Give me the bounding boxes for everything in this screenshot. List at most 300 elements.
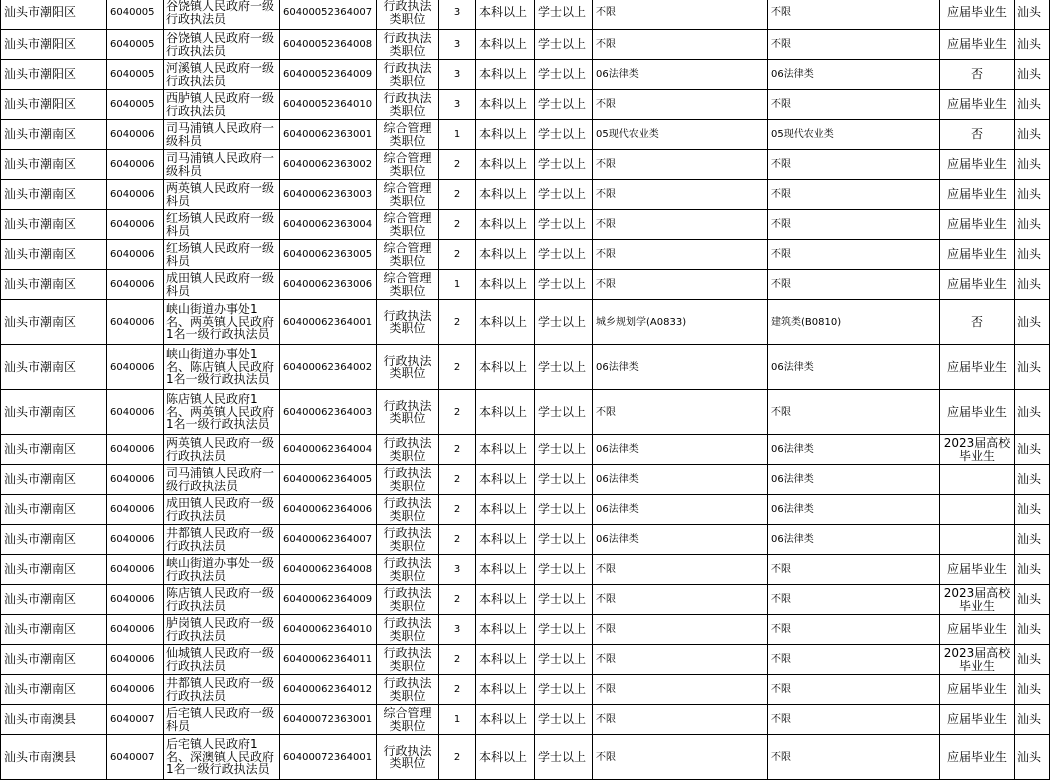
cell-area: 汕头市潮南区 <box>1 465 107 495</box>
cell-position-name: 后宅镇人民政府1名、深澳镇人民政府1名一级行政执法员 <box>164 735 280 780</box>
cell-requirement: 应届毕业生 <box>940 735 1015 780</box>
cell-position-type: 综合管理类职位 <box>377 210 439 240</box>
table-row <box>1 675 1050 705</box>
cell-grad-major: 不限 <box>768 615 940 645</box>
cell-city: 汕头 <box>1015 30 1050 60</box>
cell-degree: 学士以上 <box>535 270 593 300</box>
cell-grad-major: 不限 <box>768 240 940 270</box>
cell-position-code: 60400052364010 <box>280 90 377 120</box>
cell-city: 汕头 <box>1015 210 1050 240</box>
cell-headcount: 2 <box>439 210 476 240</box>
cell-city: 汕头 <box>1015 495 1050 525</box>
cell-position-type: 行政执法类职位 <box>377 30 439 60</box>
cell-grad-major: 不限 <box>768 705 940 735</box>
cell-position-name: 成田镇人民政府一级行政执法员 <box>164 495 280 525</box>
cell-headcount: 3 <box>439 30 476 60</box>
cell-degree: 学士以上 <box>535 435 593 465</box>
cell-area: 汕头市潮南区 <box>1 390 107 435</box>
cell-unit-code: 6040006 <box>107 585 164 615</box>
cell-position-code: 60400062363005 <box>280 240 377 270</box>
table-row <box>1 435 1050 465</box>
cell-city: 汕头 <box>1015 120 1050 150</box>
cell-city: 汕头 <box>1015 525 1050 555</box>
cell-area: 汕头市潮南区 <box>1 150 107 180</box>
cell-position-code: 60400062364007 <box>280 525 377 555</box>
cell-position-name: 司马浦镇人民政府一级科员 <box>164 120 280 150</box>
cell-education: 本科以上 <box>476 645 535 675</box>
cell-degree: 学士以上 <box>535 675 593 705</box>
cell-grad-major: 不限 <box>768 675 940 705</box>
cell-requirement: 否 <box>940 300 1015 345</box>
cell-education: 本科以上 <box>476 615 535 645</box>
cell-unit-code: 6040006 <box>107 555 164 585</box>
cell-area: 汕头市潮阳区 <box>1 0 107 30</box>
cell-position-name: 井都镇人民政府一级行政执法员 <box>164 675 280 705</box>
cell-city: 汕头 <box>1015 300 1050 345</box>
cell-degree: 学士以上 <box>535 30 593 60</box>
cell-undergrad-major: 06法律类 <box>593 525 768 555</box>
cell-degree: 学士以上 <box>535 60 593 90</box>
cell-education: 本科以上 <box>476 240 535 270</box>
table-row <box>1 150 1050 180</box>
cell-area: 汕头市潮南区 <box>1 435 107 465</box>
table-row <box>1 270 1050 300</box>
cell-grad-major: 05现代农业类 <box>768 120 940 150</box>
cell-requirement: 应届毕业生 <box>940 675 1015 705</box>
cell-position-code: 60400062364001 <box>280 300 377 345</box>
cell-requirement: 2023届高校毕业生 <box>940 645 1015 675</box>
cell-headcount: 3 <box>439 60 476 90</box>
cell-headcount: 2 <box>439 345 476 390</box>
cell-education: 本科以上 <box>476 120 535 150</box>
cell-city: 汕头 <box>1015 645 1050 675</box>
cell-undergrad-major: 不限 <box>593 30 768 60</box>
cell-grad-major: 06法律类 <box>768 525 940 555</box>
cell-position-code: 60400062364005 <box>280 465 377 495</box>
cell-education: 本科以上 <box>476 525 535 555</box>
cell-degree: 学士以上 <box>535 555 593 585</box>
cell-degree: 学士以上 <box>535 465 593 495</box>
cell-position-type: 综合管理类职位 <box>377 240 439 270</box>
cell-grad-major: 不限 <box>768 90 940 120</box>
cell-unit-code: 6040006 <box>107 525 164 555</box>
cell-headcount: 3 <box>439 0 476 30</box>
cell-area: 汕头市潮南区 <box>1 270 107 300</box>
cell-requirement: 应届毕业生 <box>940 615 1015 645</box>
table-row <box>1 120 1050 150</box>
cell-position-name: 西胪镇人民政府一级行政执法员 <box>164 90 280 120</box>
cell-city: 汕头 <box>1015 465 1050 495</box>
cell-position-name: 陈店镇人民政府一级行政执法员 <box>164 585 280 615</box>
cell-position-type: 综合管理类职位 <box>377 180 439 210</box>
cell-position-name: 谷饶镇人民政府一级行政执法员 <box>164 30 280 60</box>
cell-unit-code: 6040006 <box>107 345 164 390</box>
table-row <box>1 0 1050 30</box>
cell-education: 本科以上 <box>476 675 535 705</box>
cell-city: 汕头 <box>1015 435 1050 465</box>
cell-position-name: 峡山街道办事处1名、两英镇人民政府1名一级行政执法员 <box>164 300 280 345</box>
cell-position-name: 胪岗镇人民政府一级行政执法员 <box>164 615 280 645</box>
cell-degree: 学士以上 <box>535 525 593 555</box>
cell-degree: 学士以上 <box>535 705 593 735</box>
cell-position-name: 井都镇人民政府一级行政执法员 <box>164 525 280 555</box>
cell-requirement <box>940 495 1015 525</box>
cell-position-type: 综合管理类职位 <box>377 705 439 735</box>
cell-unit-code: 6040007 <box>107 735 164 780</box>
cell-grad-major: 不限 <box>768 390 940 435</box>
cell-education: 本科以上 <box>476 585 535 615</box>
cell-grad-major: 06法律类 <box>768 465 940 495</box>
cell-unit-code: 6040006 <box>107 300 164 345</box>
cell-position-code: 60400062363006 <box>280 270 377 300</box>
cell-grad-major: 不限 <box>768 735 940 780</box>
cell-headcount: 1 <box>439 705 476 735</box>
table-row <box>1 300 1050 345</box>
cell-position-code: 60400062364011 <box>280 645 377 675</box>
cell-city: 汕头 <box>1015 90 1050 120</box>
cell-undergrad-major: 06法律类 <box>593 60 768 90</box>
table-row <box>1 90 1050 120</box>
cell-undergrad-major: 不限 <box>593 390 768 435</box>
cell-position-type: 行政执法类职位 <box>377 465 439 495</box>
cell-undergrad-major: 不限 <box>593 150 768 180</box>
cell-undergrad-major: 不限 <box>593 615 768 645</box>
cell-city: 汕头 <box>1015 180 1050 210</box>
cell-area: 汕头市潮南区 <box>1 120 107 150</box>
cell-position-code: 60400062364006 <box>280 495 377 525</box>
cell-grad-major: 06法律类 <box>768 495 940 525</box>
cell-city: 汕头 <box>1015 675 1050 705</box>
cell-education: 本科以上 <box>476 180 535 210</box>
cell-grad-major: 06法律类 <box>768 435 940 465</box>
cell-requirement: 应届毕业生 <box>940 345 1015 390</box>
cell-position-name: 成田镇人民政府一级科员 <box>164 270 280 300</box>
cell-unit-code: 6040006 <box>107 675 164 705</box>
cell-position-type: 综合管理类职位 <box>377 270 439 300</box>
cell-requirement: 应届毕业生 <box>940 705 1015 735</box>
cell-education: 本科以上 <box>476 555 535 585</box>
cell-education: 本科以上 <box>476 60 535 90</box>
cell-unit-code: 6040005 <box>107 60 164 90</box>
cell-undergrad-major: 不限 <box>593 210 768 240</box>
cell-position-type: 行政执法类职位 <box>377 0 439 30</box>
cell-position-name: 峡山街道办事处一级行政执法员 <box>164 555 280 585</box>
cell-education: 本科以上 <box>476 30 535 60</box>
cell-education: 本科以上 <box>476 735 535 780</box>
cell-position-type: 行政执法类职位 <box>377 645 439 675</box>
cell-grad-major: 不限 <box>768 585 940 615</box>
cell-position-type: 行政执法类职位 <box>377 60 439 90</box>
cell-city: 汕头 <box>1015 585 1050 615</box>
cell-position-code: 60400062363004 <box>280 210 377 240</box>
cell-unit-code: 6040006 <box>107 120 164 150</box>
cell-city: 汕头 <box>1015 150 1050 180</box>
cell-unit-code: 6040006 <box>107 435 164 465</box>
table-row <box>1 210 1050 240</box>
cell-position-name: 司马浦镇人民政府一级行政执法员 <box>164 465 280 495</box>
cell-area: 汕头市潮南区 <box>1 615 107 645</box>
cell-position-type: 行政执法类职位 <box>377 345 439 390</box>
cell-requirement: 应届毕业生 <box>940 180 1015 210</box>
cell-position-type: 行政执法类职位 <box>377 615 439 645</box>
cell-undergrad-major: 不限 <box>593 705 768 735</box>
cell-education: 本科以上 <box>476 300 535 345</box>
cell-position-name: 谷饶镇人民政府一级行政执法员 <box>164 0 280 30</box>
cell-education: 本科以上 <box>476 90 535 120</box>
cell-position-code: 60400052364008 <box>280 30 377 60</box>
cell-headcount: 2 <box>439 390 476 435</box>
cell-undergrad-major: 06法律类 <box>593 495 768 525</box>
cell-headcount: 2 <box>439 435 476 465</box>
table-row <box>1 30 1050 60</box>
cell-requirement: 应届毕业生 <box>940 240 1015 270</box>
cell-undergrad-major: 06法律类 <box>593 435 768 465</box>
cell-undergrad-major: 不限 <box>593 180 768 210</box>
cell-position-code: 60400062363001 <box>280 120 377 150</box>
table-row <box>1 615 1050 645</box>
cell-position-type: 行政执法类职位 <box>377 300 439 345</box>
cell-position-code: 60400062363002 <box>280 150 377 180</box>
cell-degree: 学士以上 <box>535 615 593 645</box>
cell-degree: 学士以上 <box>535 180 593 210</box>
table-row <box>1 345 1050 390</box>
cell-position-name: 司马浦镇人民政府一级科员 <box>164 150 280 180</box>
cell-position-code: 60400062364012 <box>280 675 377 705</box>
cell-position-name: 陈店镇人民政府1名、两英镇人民政府1名一级行政执法员 <box>164 390 280 435</box>
table-row <box>1 465 1050 495</box>
cell-area: 汕头市潮南区 <box>1 210 107 240</box>
cell-undergrad-major: 不限 <box>593 645 768 675</box>
cell-headcount: 2 <box>439 150 476 180</box>
cell-requirement: 应届毕业生 <box>940 270 1015 300</box>
cell-undergrad-major: 06法律类 <box>593 345 768 390</box>
cell-position-code: 60400062364002 <box>280 345 377 390</box>
cell-area: 汕头市潮南区 <box>1 180 107 210</box>
cell-headcount: 3 <box>439 555 476 585</box>
cell-unit-code: 6040006 <box>107 495 164 525</box>
cell-position-name: 红场镇人民政府一级科员 <box>164 210 280 240</box>
cell-degree: 学士以上 <box>535 120 593 150</box>
cell-grad-major: 06法律类 <box>768 345 940 390</box>
cell-area: 汕头市南澳县 <box>1 735 107 780</box>
cell-area: 汕头市潮南区 <box>1 300 107 345</box>
cell-position-name: 仙城镇人民政府一级行政执法员 <box>164 645 280 675</box>
cell-position-type: 行政执法类职位 <box>377 675 439 705</box>
cell-education: 本科以上 <box>476 345 535 390</box>
cell-area: 汕头市潮南区 <box>1 525 107 555</box>
cell-area: 汕头市潮南区 <box>1 240 107 270</box>
cell-position-type: 行政执法类职位 <box>377 555 439 585</box>
cell-headcount: 1 <box>439 270 476 300</box>
cell-area: 汕头市潮南区 <box>1 675 107 705</box>
cell-degree: 学士以上 <box>535 300 593 345</box>
cell-education: 本科以上 <box>476 150 535 180</box>
cell-area: 汕头市潮阳区 <box>1 90 107 120</box>
cell-grad-major: 不限 <box>768 645 940 675</box>
cell-position-type: 综合管理类职位 <box>377 150 439 180</box>
cell-education: 本科以上 <box>476 270 535 300</box>
cell-position-code: 60400062364003 <box>280 390 377 435</box>
cell-position-type: 行政执法类职位 <box>377 735 439 780</box>
cell-position-type: 行政执法类职位 <box>377 495 439 525</box>
cell-undergrad-major: 不限 <box>593 585 768 615</box>
cell-headcount: 2 <box>439 675 476 705</box>
cell-position-code: 60400072363001 <box>280 705 377 735</box>
cell-headcount: 2 <box>439 465 476 495</box>
cell-headcount: 2 <box>439 495 476 525</box>
cell-requirement: 应届毕业生 <box>940 90 1015 120</box>
table-row <box>1 60 1050 90</box>
cell-undergrad-major: 不限 <box>593 675 768 705</box>
cell-degree: 学士以上 <box>535 390 593 435</box>
cell-unit-code: 6040005 <box>107 90 164 120</box>
cell-position-code: 60400052364007 <box>280 0 377 30</box>
table-row <box>1 390 1050 435</box>
cell-area: 汕头市潮南区 <box>1 345 107 390</box>
cell-city: 汕头 <box>1015 615 1050 645</box>
cell-unit-code: 6040006 <box>107 180 164 210</box>
cell-position-type: 行政执法类职位 <box>377 90 439 120</box>
table-row <box>1 495 1050 525</box>
cell-area: 汕头市潮南区 <box>1 495 107 525</box>
cell-undergrad-major: 不限 <box>593 240 768 270</box>
cell-unit-code: 6040006 <box>107 270 164 300</box>
cell-requirement: 应届毕业生 <box>940 390 1015 435</box>
cell-area: 汕头市南澳县 <box>1 705 107 735</box>
cell-city: 汕头 <box>1015 345 1050 390</box>
cell-headcount: 2 <box>439 240 476 270</box>
cell-headcount: 3 <box>439 615 476 645</box>
cell-degree: 学士以上 <box>535 150 593 180</box>
cell-degree: 学士以上 <box>535 495 593 525</box>
cell-area: 汕头市潮阳区 <box>1 60 107 90</box>
cell-area: 汕头市潮南区 <box>1 645 107 675</box>
cell-city: 汕头 <box>1015 555 1050 585</box>
cell-position-name: 河溪镇人民政府一级行政执法员 <box>164 60 280 90</box>
cell-degree: 学士以上 <box>535 585 593 615</box>
cell-undergrad-major: 不限 <box>593 555 768 585</box>
cell-degree: 学士以上 <box>535 90 593 120</box>
cell-grad-major: 不限 <box>768 30 940 60</box>
table-row <box>1 735 1050 780</box>
cell-undergrad-major: 不限 <box>593 270 768 300</box>
cell-unit-code: 6040005 <box>107 0 164 30</box>
table-body <box>1 0 1050 780</box>
cell-city: 汕头 <box>1015 240 1050 270</box>
cell-unit-code: 6040006 <box>107 615 164 645</box>
cell-degree: 学士以上 <box>535 645 593 675</box>
cell-unit-code: 6040006 <box>107 465 164 495</box>
cell-position-name: 峡山街道办事处1名、陈店镇人民政府1名一级行政执法员 <box>164 345 280 390</box>
cell-city: 汕头 <box>1015 735 1050 780</box>
cell-position-name: 两英镇人民政府一级行政执法员 <box>164 435 280 465</box>
cell-position-type: 行政执法类职位 <box>377 585 439 615</box>
cell-position-code: 60400072364001 <box>280 735 377 780</box>
table-row <box>1 705 1050 735</box>
cell-education: 本科以上 <box>476 465 535 495</box>
cell-degree: 学士以上 <box>535 0 593 30</box>
cell-grad-major: 不限 <box>768 180 940 210</box>
cell-requirement: 2023届高校毕业生 <box>940 585 1015 615</box>
cell-requirement: 应届毕业生 <box>940 555 1015 585</box>
cell-position-name: 两英镇人民政府一级科员 <box>164 180 280 210</box>
cell-city: 汕头 <box>1015 270 1050 300</box>
cell-position-code: 60400052364009 <box>280 60 377 90</box>
cell-unit-code: 6040006 <box>107 645 164 675</box>
cell-position-code: 60400062364008 <box>280 555 377 585</box>
cell-undergrad-major: 06法律类 <box>593 465 768 495</box>
cell-headcount: 2 <box>439 180 476 210</box>
cell-city: 汕头 <box>1015 60 1050 90</box>
cell-unit-code: 6040006 <box>107 240 164 270</box>
cell-education: 本科以上 <box>476 0 535 30</box>
cell-position-type: 行政执法类职位 <box>377 525 439 555</box>
cell-position-name: 后宅镇人民政府一级科员 <box>164 705 280 735</box>
cell-grad-major: 不限 <box>768 150 940 180</box>
cell-headcount: 2 <box>439 525 476 555</box>
cell-requirement: 否 <box>940 120 1015 150</box>
cell-education: 本科以上 <box>476 390 535 435</box>
cell-position-code: 60400062364009 <box>280 585 377 615</box>
table-row <box>1 525 1050 555</box>
cell-position-code: 60400062364004 <box>280 435 377 465</box>
cell-requirement: 否 <box>940 60 1015 90</box>
cell-area: 汕头市潮南区 <box>1 585 107 615</box>
cell-degree: 学士以上 <box>535 735 593 780</box>
cell-unit-code: 6040006 <box>107 210 164 240</box>
cell-city: 汕头 <box>1015 390 1050 435</box>
cell-education: 本科以上 <box>476 495 535 525</box>
cell-degree: 学士以上 <box>535 210 593 240</box>
table-row <box>1 645 1050 675</box>
cell-unit-code: 6040005 <box>107 30 164 60</box>
cell-requirement: 应届毕业生 <box>940 150 1015 180</box>
cell-unit-code: 6040006 <box>107 150 164 180</box>
cell-position-type: 行政执法类职位 <box>377 390 439 435</box>
cell-headcount: 2 <box>439 300 476 345</box>
cell-requirement: 2023届高校毕业生 <box>940 435 1015 465</box>
cell-undergrad-major: 05现代农业类 <box>593 120 768 150</box>
cell-position-code: 60400062364010 <box>280 615 377 645</box>
cell-education: 本科以上 <box>476 210 535 240</box>
cell-headcount: 2 <box>439 585 476 615</box>
table-row <box>1 585 1050 615</box>
cell-area: 汕头市潮南区 <box>1 555 107 585</box>
cell-position-name: 红场镇人民政府一级科员 <box>164 240 280 270</box>
cell-headcount: 1 <box>439 120 476 150</box>
cell-unit-code: 6040007 <box>107 705 164 735</box>
cell-position-type: 行政执法类职位 <box>377 435 439 465</box>
cell-undergrad-major: 城乡规划学(A0833) <box>593 300 768 345</box>
cell-grad-major: 不限 <box>768 0 940 30</box>
table-row <box>1 240 1050 270</box>
cell-position-code: 60400062363003 <box>280 180 377 210</box>
cell-headcount: 2 <box>439 645 476 675</box>
cell-requirement: 应届毕业生 <box>940 210 1015 240</box>
table-row <box>1 180 1050 210</box>
cell-undergrad-major: 不限 <box>593 0 768 30</box>
cell-requirement: 应届毕业生 <box>940 30 1015 60</box>
cell-grad-major: 06法律类 <box>768 60 940 90</box>
cell-requirement <box>940 525 1015 555</box>
cell-unit-code: 6040006 <box>107 390 164 435</box>
table-row <box>1 555 1050 585</box>
cell-headcount: 2 <box>439 735 476 780</box>
cell-requirement: 应届毕业生 <box>940 0 1015 30</box>
cell-education: 本科以上 <box>476 705 535 735</box>
cell-position-type: 综合管理类职位 <box>377 120 439 150</box>
cell-city: 汕头 <box>1015 705 1050 735</box>
